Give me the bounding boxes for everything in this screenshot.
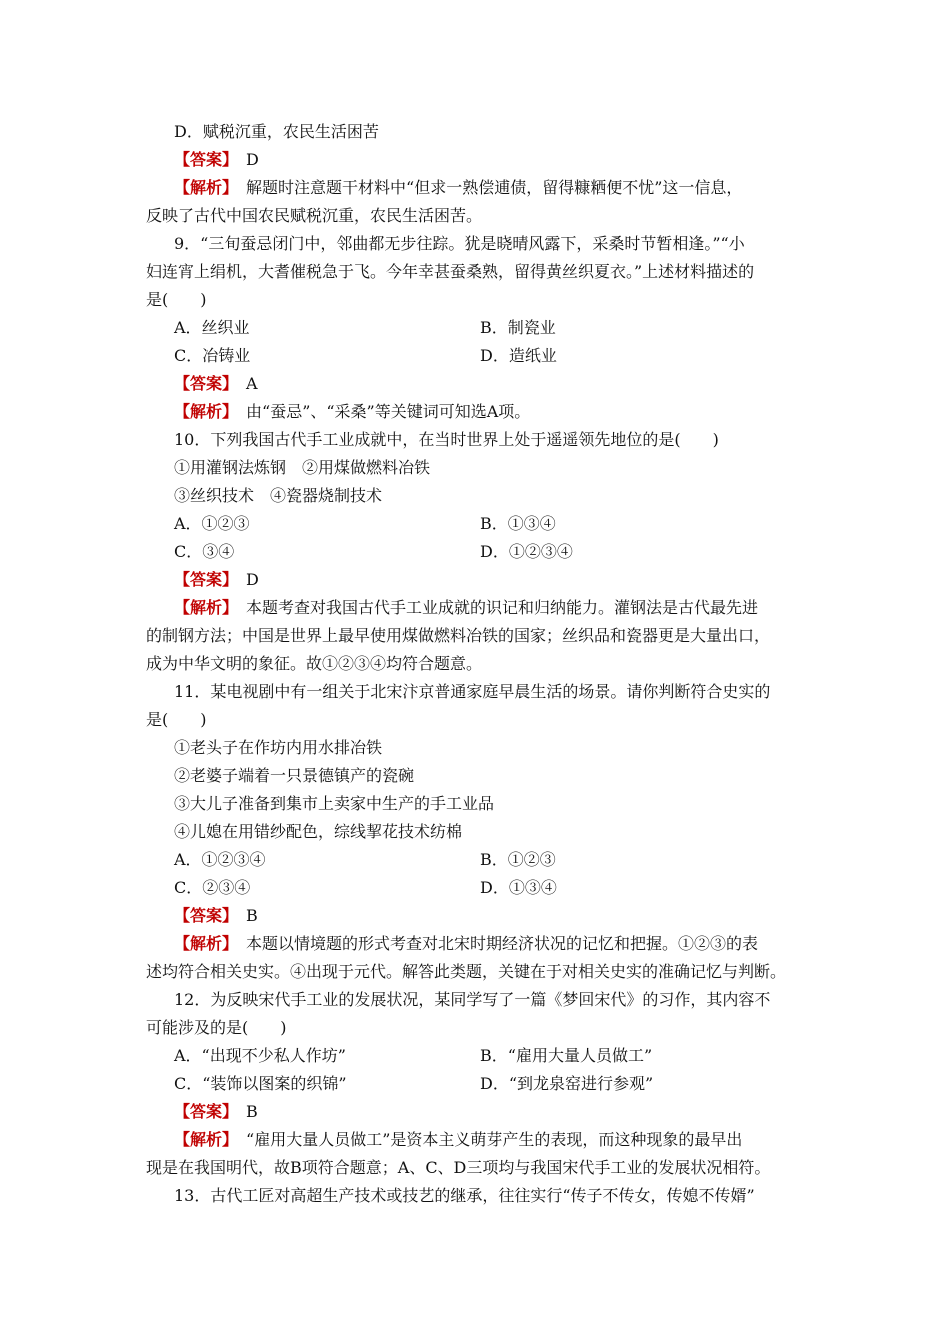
option-c: C．冶铸业 bbox=[174, 346, 251, 365]
analysis-text: 解题时注意题干材料中“但求一熟偿逋债，留得糠粞便不忧”这一信息， bbox=[230, 178, 743, 197]
analysis-text: 本题考查对我国古代手工业成就的识记和归纳能力。灌钢法是古代最先进 bbox=[230, 598, 759, 617]
question-13-stem: 13．古代工匠对高超生产技术或技艺的继承，往往实行“传子不传女，传媳不传婿” bbox=[174, 1186, 755, 1205]
statement-line: ①老头子在作坊内用水排冶铁 bbox=[174, 738, 383, 757]
answer-value: D bbox=[230, 570, 259, 589]
option-c: C．“装饰以图案的织锦” bbox=[174, 1074, 347, 1093]
analysis-line bbox=[174, 176, 742, 200]
question-9-stem-cont: 妇连宵上绢机，大耆催税急于飞。今年幸甚蚕桑熟，留得黄丝织夏衣。”上述材料描述的 bbox=[146, 262, 755, 281]
question-11-stem-cont: 是( ) bbox=[146, 710, 207, 729]
analysis-continuation: 的制钢方法；中国是世界上最早使用煤做燃料冶铁的国家；丝织品和瓷器更是大量出口， bbox=[146, 626, 771, 645]
analysis-continuation: 成为中华文明的象征。故①②③④均符合题意。 bbox=[146, 654, 483, 673]
answer-line bbox=[174, 148, 259, 172]
option-b: B．①②③ bbox=[480, 850, 556, 869]
option-d: D．①③④ bbox=[480, 878, 557, 897]
analysis-continuation: 述均符合相关史实。④出现于元代。解答此类题，关键在于对相关史实的准确记忆与判断。 bbox=[146, 962, 787, 981]
answer-line bbox=[174, 568, 259, 592]
option-a: A．丝织业 bbox=[174, 318, 250, 337]
question-11-stem: 11．某电视剧中有一组关于北宋汴京普通家庭早晨生活的场景。请你判断符合史实的 bbox=[174, 682, 771, 701]
analysis-text: “雇用大量人员做工”是资本主义萌芽产生的表现，而这种现象的最早出 bbox=[230, 1130, 743, 1149]
option-c: C．③④ bbox=[174, 542, 235, 561]
answer-value: A bbox=[230, 374, 258, 393]
analysis-continuation: 反映了古代中国农民赋税沉重，农民生活困苦。 bbox=[146, 206, 483, 225]
statement-line: ③大儿子准备到集市上卖家中生产的手工业品 bbox=[174, 794, 495, 813]
question-9-stem-cont: 是( ) bbox=[146, 290, 207, 309]
answer-tag: 【答案】 bbox=[174, 906, 231, 925]
statement-line: ④儿媳在用错纱配色，综线挈花技术纺棉 bbox=[174, 822, 463, 841]
analysis-tag: 【解析】 bbox=[174, 934, 231, 953]
option-d: D．①②③④ bbox=[480, 542, 573, 561]
analysis-line bbox=[174, 932, 758, 956]
question-12-stem: 12．为反映宋代手工业的发展状况，某同学写了一篇《梦回宋代》的习作，其内容不 bbox=[174, 990, 771, 1009]
option-a: A．“出现不少私人作坊” bbox=[174, 1046, 346, 1065]
option-a: A．①②③④ bbox=[174, 850, 266, 869]
option-a: A．①②③ bbox=[174, 514, 250, 533]
question-12-stem-cont: 可能涉及的是( ) bbox=[146, 1018, 287, 1037]
option-d: D．造纸业 bbox=[480, 346, 557, 365]
answer-tag: 【答案】 bbox=[174, 1102, 231, 1121]
question-10-stem: 10．下列我国古代手工业成就中，在当时世界上处于遥遥领先地位的是( ) bbox=[174, 430, 719, 449]
option-d: D．赋税沉重，农民生活困苦 bbox=[174, 122, 379, 141]
statement-line: ③丝织技术 ④瓷器烧制技术 bbox=[174, 486, 383, 505]
analysis-line bbox=[174, 400, 530, 424]
analysis-continuation: 现是在我国明代，故B项符合题意；A、C、D三项均与我国宋代手工业的发展状况相符。 bbox=[146, 1158, 771, 1177]
answer-value: B bbox=[230, 906, 258, 925]
statement-line: ①用灌钢法炼钢 ②用煤做燃料冶铁 bbox=[174, 458, 431, 477]
analysis-tag: 【解析】 bbox=[174, 1130, 231, 1149]
statement-line: ②老婆子端着一只景德镇产的瓷碗 bbox=[174, 766, 415, 785]
analysis-line bbox=[174, 596, 758, 620]
answer-line bbox=[174, 904, 258, 928]
answer-tag: 【答案】 bbox=[174, 150, 231, 169]
option-d: D．“到龙泉窑进行参观” bbox=[480, 1074, 654, 1093]
option-b: B．制瓷业 bbox=[480, 318, 556, 337]
analysis-text: 本题以情境题的形式考查对北宋时期经济状况的记忆和把握。①②③的表 bbox=[230, 934, 759, 953]
answer-value: B bbox=[230, 1102, 258, 1121]
analysis-line bbox=[174, 1128, 742, 1152]
answer-tag: 【答案】 bbox=[174, 374, 231, 393]
question-9-stem: 9．“三旬蚕忌闭门中，邻曲都无步往踪。犹是晓晴风露下，采桑时节暂相逢。”“小 bbox=[174, 234, 745, 253]
answer-line bbox=[174, 1100, 258, 1124]
answer-line bbox=[174, 372, 258, 396]
analysis-tag: 【解析】 bbox=[174, 402, 231, 421]
answer-tag: 【答案】 bbox=[174, 570, 231, 589]
option-c: C．②③④ bbox=[174, 878, 251, 897]
analysis-text: 由“蚕忌”、“采桑”等关键词可知选A项。 bbox=[230, 402, 531, 421]
answer-value: D bbox=[230, 150, 259, 169]
analysis-tag: 【解析】 bbox=[174, 178, 231, 197]
analysis-tag: 【解析】 bbox=[174, 598, 231, 617]
option-b: B．①③④ bbox=[480, 514, 556, 533]
option-b: B．“雇用大量人员做工” bbox=[480, 1046, 653, 1065]
